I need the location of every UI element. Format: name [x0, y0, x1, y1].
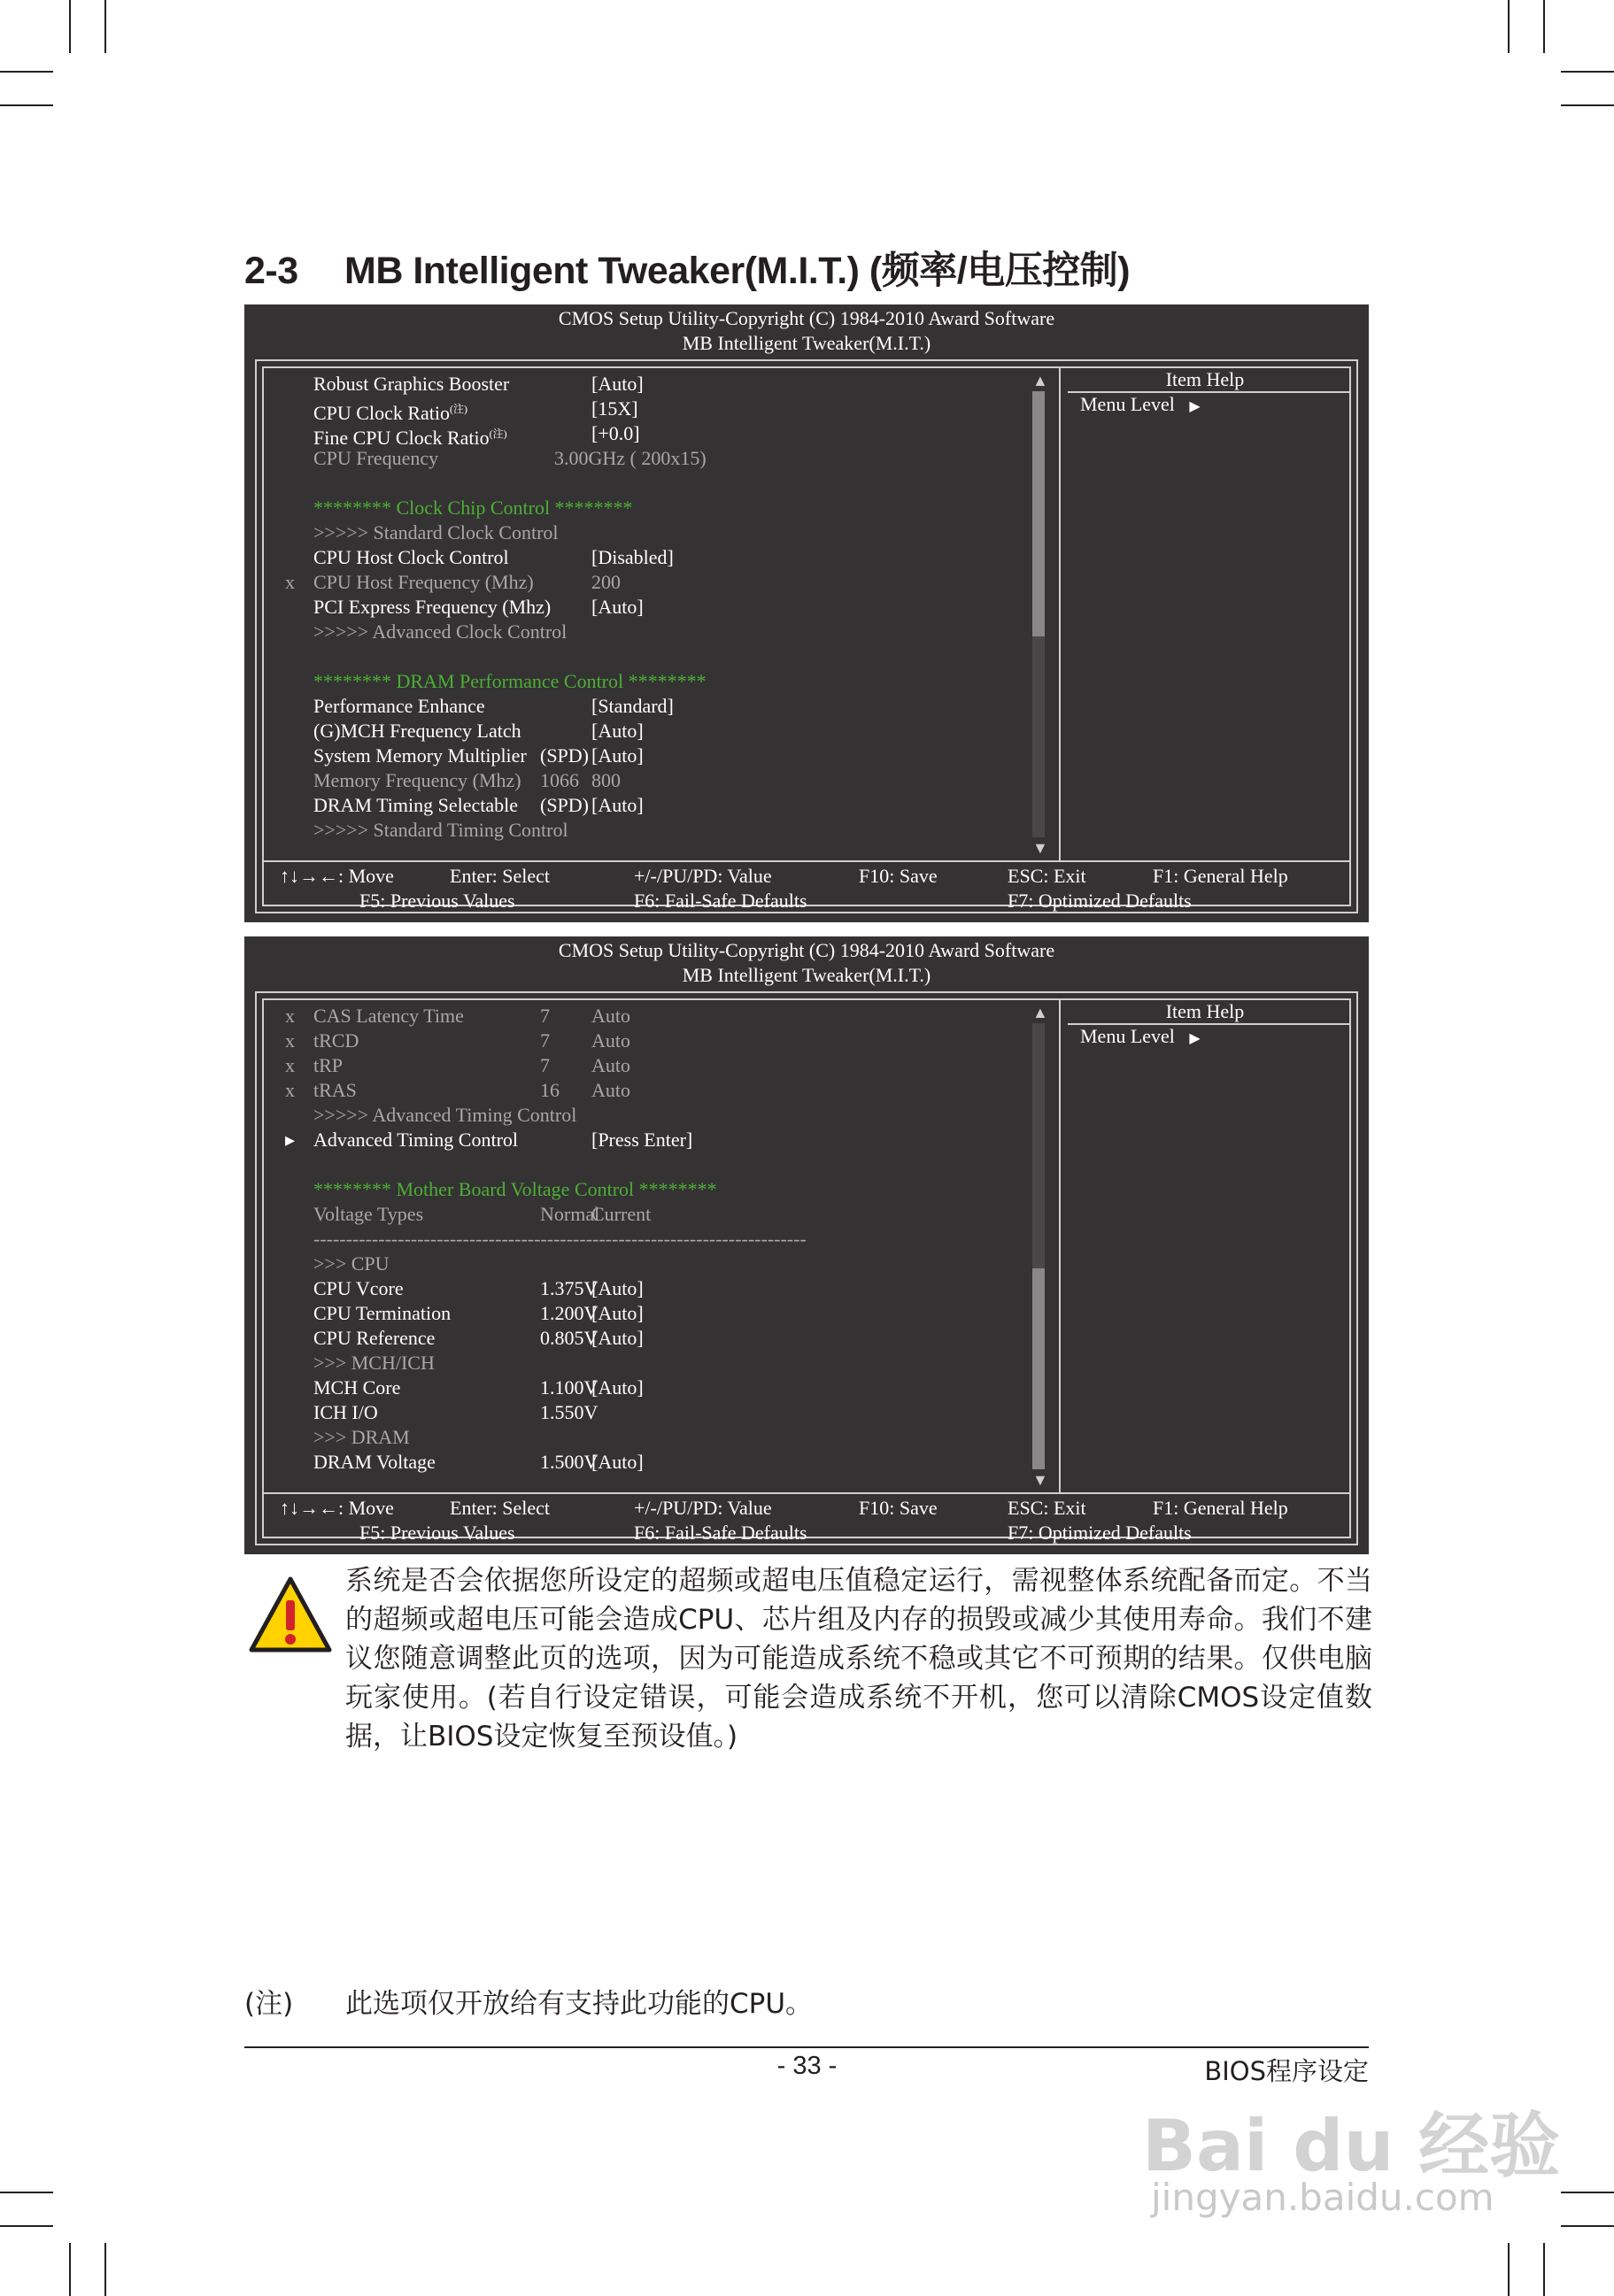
setting-label-text: CPU Termination	[313, 1302, 452, 1324]
setting-value: 3.00GHz ( 200x15)	[554, 447, 707, 469]
setting-label-text: CPU Host Frequency (Mhz)	[313, 571, 534, 593]
setting-value[interactable]: [Auto]	[591, 1327, 644, 1349]
setting-default: 7	[540, 1029, 550, 1052]
row-marker: x	[285, 1079, 295, 1101]
key-enter: Enter: Select	[450, 865, 551, 887]
setting-label	[313, 496, 633, 520]
note-text: 此选项仅开放给有支持此功能的CPU。	[345, 1988, 814, 2020]
section-number: 2-3	[244, 250, 298, 292]
setting-label	[313, 620, 567, 644]
row-marker: x	[285, 1029, 295, 1052]
setting-label	[313, 1425, 410, 1450]
setting-default: 1.100V	[540, 1376, 598, 1398]
setting-value: Auto	[591, 1029, 630, 1052]
row-marker: ▸	[285, 1129, 296, 1151]
setting-default: 1.375V	[540, 1277, 598, 1299]
key-failsafe: F6: Fail-Safe Defaults	[634, 1522, 807, 1544]
setting-value[interactable]: [Standard]	[591, 695, 674, 717]
setting-label	[313, 669, 707, 694]
setting-label	[313, 595, 551, 620]
key-value: +/-/PU/PD: Value	[634, 1497, 772, 1519]
footnote-marker: (注)	[489, 428, 507, 440]
setting-value[interactable]: [Auto]	[591, 1277, 644, 1299]
setting-default: 16	[540, 1079, 560, 1101]
setting-value: Auto	[591, 1005, 630, 1027]
setting-label	[313, 1252, 390, 1276]
help-divider	[1059, 368, 1061, 860]
scroll-thumb[interactable]	[1032, 1268, 1045, 1469]
key-move: ↑↓→←: Move	[280, 865, 394, 887]
setting-value: 800	[591, 769, 621, 791]
setting-value[interactable]: [15X]	[591, 397, 638, 420]
setting-label	[313, 1177, 717, 1202]
footnote-marker: (注)	[450, 403, 468, 415]
setting-label	[313, 818, 568, 843]
setting-label	[313, 793, 518, 818]
setting-label-text: Fine CPU Clock Ratio	[313, 427, 490, 450]
setting-label	[313, 1276, 404, 1301]
scrollbar[interactable]	[1032, 1004, 1048, 1489]
setting-default: 1.550V	[540, 1401, 598, 1423]
setting-label-text: tRP	[313, 1054, 344, 1076]
setting-value[interactable]: [Auto]	[591, 720, 644, 742]
setting-label-text: ******** Clock Chip Control ********	[313, 497, 633, 519]
footer-rule	[244, 2046, 1369, 2048]
triangle-right-icon: ▶	[1189, 399, 1201, 414]
setting-label	[313, 1103, 576, 1128]
row-marker: x	[285, 1005, 295, 1027]
scroll-thumb[interactable]	[1032, 391, 1045, 636]
menu-level-label: Menu Level	[1080, 1025, 1175, 1047]
menu-level	[1080, 393, 1201, 419]
setting-value: Current	[591, 1203, 652, 1225]
footer-divider	[264, 860, 1349, 862]
setting-value[interactable]: [Auto]	[591, 1376, 644, 1398]
setting-label	[313, 1351, 435, 1375]
key-exit: ESC: Exit	[1008, 1497, 1086, 1519]
key-save: F10: Save	[859, 865, 938, 887]
bios-screen-top	[244, 304, 1369, 922]
setting-label-text: >>>>> Standard Clock Control	[313, 521, 559, 543]
setting-value[interactable]: [Auto]	[591, 1451, 644, 1473]
setting-label	[313, 570, 534, 595]
setting-label-text: System Memory Multiplier	[313, 744, 527, 767]
setting-label	[313, 446, 438, 471]
setting-value[interactable]: [Auto]	[591, 794, 644, 816]
setting-label-text: ----------------------------------------------------------------------------	[313, 1228, 807, 1250]
setting-label	[313, 520, 559, 545]
page-number: - 33 -	[776, 2052, 838, 2080]
setting-label-text: PCI Express Frequency (Mhz)	[313, 596, 552, 618]
bios-frame	[255, 991, 1358, 1545]
setting-default: 1066	[540, 769, 579, 791]
setting-value[interactable]: [+0.0]	[591, 422, 640, 444]
scroll-up-icon[interactable]: ▲	[1032, 372, 1048, 389]
setting-label	[313, 1227, 807, 1252]
setting-label-text: CPU Frequency	[313, 447, 439, 469]
key-prev: F5: Previous Values	[359, 1522, 515, 1544]
setting-label	[313, 1053, 343, 1078]
setting-label-text: (G)MCH Frequency Latch	[313, 720, 521, 742]
setting-label-text: DRAM Timing Selectable	[313, 794, 519, 816]
setting-value: Auto	[591, 1079, 630, 1101]
setting-label	[313, 1326, 435, 1351]
setting-label-text: CPU Reference	[313, 1327, 436, 1349]
setting-label	[313, 1375, 400, 1400]
warning-icon	[248, 1576, 333, 1658]
setting-label	[313, 1202, 423, 1227]
bios-inner-frame	[262, 998, 1351, 1544]
setting-label-text: MCH Core	[313, 1376, 401, 1398]
note-mark: (注)	[244, 1988, 294, 2020]
section-heading: MB Intelligent Tweaker(M.I.T.) (频率/电压控制)	[344, 250, 1131, 292]
setting-label-text: >>> DRAM	[313, 1426, 410, 1448]
setting-label	[313, 1400, 378, 1425]
setting-label-text: Voltage Types	[313, 1203, 424, 1225]
key-failsafe: F6: Fail-Safe Defaults	[634, 890, 807, 912]
setting-label-text: DRAM Voltage	[313, 1451, 436, 1473]
setting-default: 1.500V	[540, 1451, 598, 1473]
triangle-right-icon: ▶	[1189, 1031, 1201, 1046]
setting-label	[313, 1004, 464, 1029]
scroll-down-icon[interactable]: ▼	[1032, 1471, 1048, 1489]
key-prev: F5: Previous Values	[359, 890, 515, 912]
setting-label-text: CPU Vcore	[313, 1277, 404, 1299]
section-title	[244, 241, 1130, 295]
scrollbar[interactable]	[1032, 372, 1048, 857]
setting-value: Auto	[591, 1054, 630, 1076]
setting-default: 7	[540, 1005, 550, 1027]
setting-label-text: CPU Clock Ratio	[313, 402, 451, 425]
key-optimized: F7: Optimized Defaults	[1008, 890, 1192, 912]
setting-label-text: Memory Frequency (Mhz)	[313, 769, 521, 791]
key-enter: Enter: Select	[450, 1497, 551, 1519]
setting-label	[313, 545, 509, 570]
setting-label-text: CAS Latency Time	[313, 1005, 464, 1027]
setting-label-text: Advanced Timing Control	[313, 1129, 519, 1151]
menu-level-label: Menu Level	[1080, 393, 1175, 415]
key-help: F1: General Help	[1153, 1497, 1288, 1519]
key-move: ↑↓→←: Move	[280, 1497, 394, 1519]
row-marker: x	[285, 1054, 295, 1076]
key-help: F1: General Help	[1153, 865, 1288, 887]
bios-header-line1: CMOS Setup Utility-Copyright (C) 1984-2010 Award Software	[558, 939, 1055, 961]
bios-header	[244, 304, 1369, 356]
setting-label-text: tRCD	[313, 1029, 359, 1052]
setting-default: 1.200V	[540, 1302, 598, 1324]
setting-label	[313, 768, 521, 793]
footer-title: BIOS程序设定	[1204, 2056, 1369, 2086]
setting-label-text: >>>>> Advanced Clock Control	[313, 620, 568, 643]
bios-header	[244, 936, 1369, 988]
setting-value[interactable]: [Auto]	[591, 1302, 644, 1324]
setting-label	[313, 372, 509, 397]
setting-label-text: CPU Host Clock Control	[313, 546, 509, 568]
setting-value[interactable]: [Auto]	[591, 744, 644, 767]
setting-label-text: Performance Enhance	[313, 695, 485, 717]
setting-label	[313, 719, 521, 744]
setting-label-text: Robust Graphics Booster	[313, 373, 510, 395]
setting-label	[313, 694, 485, 719]
item-help-title: Item Help	[1165, 368, 1245, 390]
watermark-url: jingyan.baidu.com	[1151, 2176, 1494, 2219]
key-exit: ESC: Exit	[1008, 865, 1086, 887]
key-optimized: F7: Optimized Defaults	[1008, 1522, 1192, 1544]
setting-default: (SPD)	[540, 744, 590, 767]
setting-label	[313, 744, 527, 768]
setting-value[interactable]: [Press Enter]	[591, 1129, 693, 1151]
setting-label	[313, 1128, 518, 1152]
bios-inner-frame	[262, 366, 1351, 912]
setting-value: 200	[591, 571, 621, 593]
setting-label	[313, 1078, 357, 1103]
setting-label-text: ******** Mother Board Voltage Control ********	[313, 1178, 717, 1200]
row-marker: x	[285, 571, 295, 593]
warning-text: 系统是否会依据您所设定的超频或超电压值稳定运行，需视整体系统配备而定。不当的超频或超电压可能会造成CPU、芯片组及内存的损毁或减少其使用寿命。我们不建议您随意调整此页的选项，因为可能造成系统不稳或其它不可预期的结果。仅供电脑玩家使用。(若自行设定错误，可能会造成系统不开机，您可以清除CMOS设定值数据，让BIOS设定恢复至预设值。)	[345, 1565, 1372, 1753]
bios-header-line2: MB Intelligent Tweaker(M.I.T.)	[682, 332, 931, 354]
setting-value[interactable]: [Disabled]	[591, 546, 674, 568]
footer-divider	[264, 1492, 1349, 1494]
setting-label-text: >>>>> Standard Timing Control	[313, 819, 568, 841]
scroll-up-icon[interactable]: ▲	[1032, 1004, 1048, 1021]
setting-label	[313, 1029, 359, 1053]
setting-label	[313, 1301, 451, 1326]
setting-default: 0.805V	[540, 1327, 598, 1349]
item-help-title: Item Help	[1165, 1000, 1245, 1022]
setting-label-text: >>> CPU	[313, 1252, 390, 1275]
setting-default: Normal	[540, 1203, 600, 1225]
help-divider	[1059, 1000, 1061, 1492]
menu-level	[1080, 1025, 1201, 1051]
setting-label-text: >>> MCH/ICH	[313, 1352, 435, 1374]
setting-label-text: ICH I/O	[313, 1401, 378, 1423]
setting-default: (SPD)	[540, 794, 590, 816]
bios-screen-bottom	[244, 936, 1369, 1554]
watermark-logo: Bai du 经验	[1142, 2105, 1561, 2187]
setting-value[interactable]: [Auto]	[591, 373, 644, 395]
setting-value[interactable]: [Auto]	[591, 596, 644, 618]
key-value: +/-/PU/PD: Value	[634, 865, 772, 887]
setting-label-text: tRAS	[313, 1079, 357, 1101]
setting-default: 7	[540, 1054, 550, 1076]
setting-label	[313, 1450, 436, 1475]
scroll-down-icon[interactable]: ▼	[1032, 839, 1048, 857]
setting-label-text: ******** DRAM Performance Control ********	[313, 670, 707, 692]
setting-label-text: >>>>> Advanced Timing Control	[313, 1104, 577, 1126]
bios-header-line2: MB Intelligent Tweaker(M.I.T.)	[682, 964, 931, 986]
key-save: F10: Save	[859, 1497, 938, 1519]
bios-frame	[255, 359, 1358, 913]
bios-header-line1: CMOS Setup Utility-Copyright (C) 1984-2010 Award Software	[558, 307, 1055, 329]
